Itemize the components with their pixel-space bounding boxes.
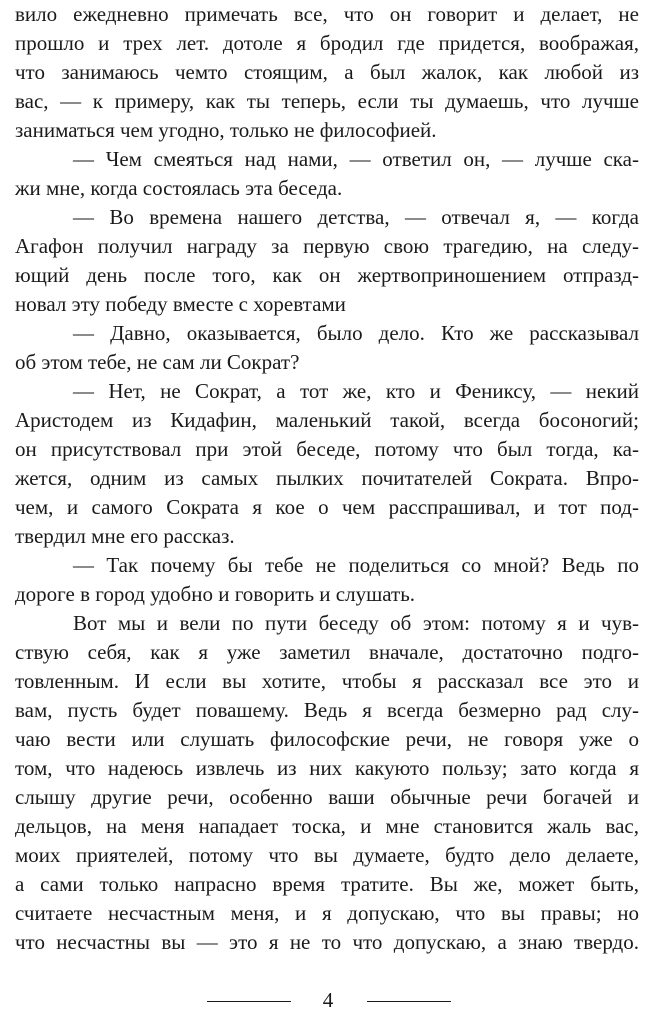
text-line: считаете несчастным меня, и я допускаю, что вы правы; но [15, 901, 639, 925]
text-line: товленным. И если вы хотите, чтобы я рассказал все это и [15, 669, 639, 693]
text-line: что занимаюсь чемто стоящим, а был жалок, как любой из [15, 60, 639, 84]
text-line: он присутствовал при этой беседе, потому что был тогда, ка- [15, 437, 639, 461]
text-line: вас, — к примеру, как ты теперь, если ты думаешь, что лучше [15, 89, 639, 113]
text-line: что несчастны вы — это я не то что допускаю, а знаю твердо. [15, 930, 639, 954]
text-line: — Так почему бы тебе не поделиться со мной? Ведь по [73, 553, 639, 577]
text-line: чем, и самого Сократа я кое о чем расспрашивал, и тот под- [15, 495, 639, 519]
footer-rule-left [207, 1001, 291, 1002]
text-line: дороге в город удобно и говорить и слушать. [15, 582, 416, 606]
text-line: Аристодем из Кидафин, маленький такой, всегда босоногий; [15, 408, 639, 432]
text-line: ствую себя, как я уже заметил вначале, достаточно подго- [15, 640, 639, 664]
text-line: жи мне, когда состоялась эта беседа. [15, 176, 343, 200]
text-line: — Нет, не Сократ, а тот же, кто и Фениксу, — некий [73, 379, 639, 403]
text-line: а сами только напрасно время тратите. Вы же, может быть, [15, 872, 639, 896]
text-line: чаю вести или слушать философские речи, не говоря уже о [15, 727, 639, 751]
text-line: слышу другие речи, особенно ваши обычные речи богачей и [15, 785, 639, 809]
text-line: вам, пусть будет повашему. Ведь я всегда безмерно рад слу- [15, 698, 639, 722]
text-line: вило ежедневно примечать все, что он говорит и делает, не [15, 2, 639, 26]
page-footer [0, 988, 652, 1012]
text-line: об этом тебе, не сам ли Сократ? [15, 350, 300, 374]
page-number: 4 [322, 988, 334, 1012]
body-text [15, 0, 639, 957]
text-line: — Во времена нашего детства, — отвечал я, — когда [73, 205, 639, 229]
text-line: — Давно, оказывается, было дело. Кто же рассказывал [73, 321, 639, 345]
text-line: новал эту победу вместе с хоревтами [15, 292, 346, 316]
text-line: том, что надеюсь извлечь из них какуюто пользу; зато когда я [15, 756, 639, 780]
text-line: моих приятелей, потому что вы думаете, будто дело делаете, [15, 843, 639, 867]
text-line: заниматься чем угодно, только не философией. [15, 118, 437, 142]
text-line: — Чем смеяться над нами, — ответил он, — лучше ска- [73, 147, 639, 171]
text-line: дельцов, на меня нападает тоска, и мне становится жаль вас, [15, 814, 639, 838]
text-line: жется, одним из самых пылких почитателей Сократа. Впро- [15, 466, 639, 490]
text-line: прошло и трех лет. дотоле я бродил где придется, воображая, [15, 31, 639, 55]
text-line: Вот мы и вели по пути беседу об этом: потому я и чув- [73, 611, 639, 635]
text-line: Агафон получил награду за первую свою трагедию, на следу- [15, 234, 639, 258]
text-line: ющий день после того, как он жертвоприношением отпразд- [15, 263, 639, 287]
footer-rule-right [367, 1001, 451, 1002]
text-line: твердил мне его рассказ. [15, 524, 235, 548]
